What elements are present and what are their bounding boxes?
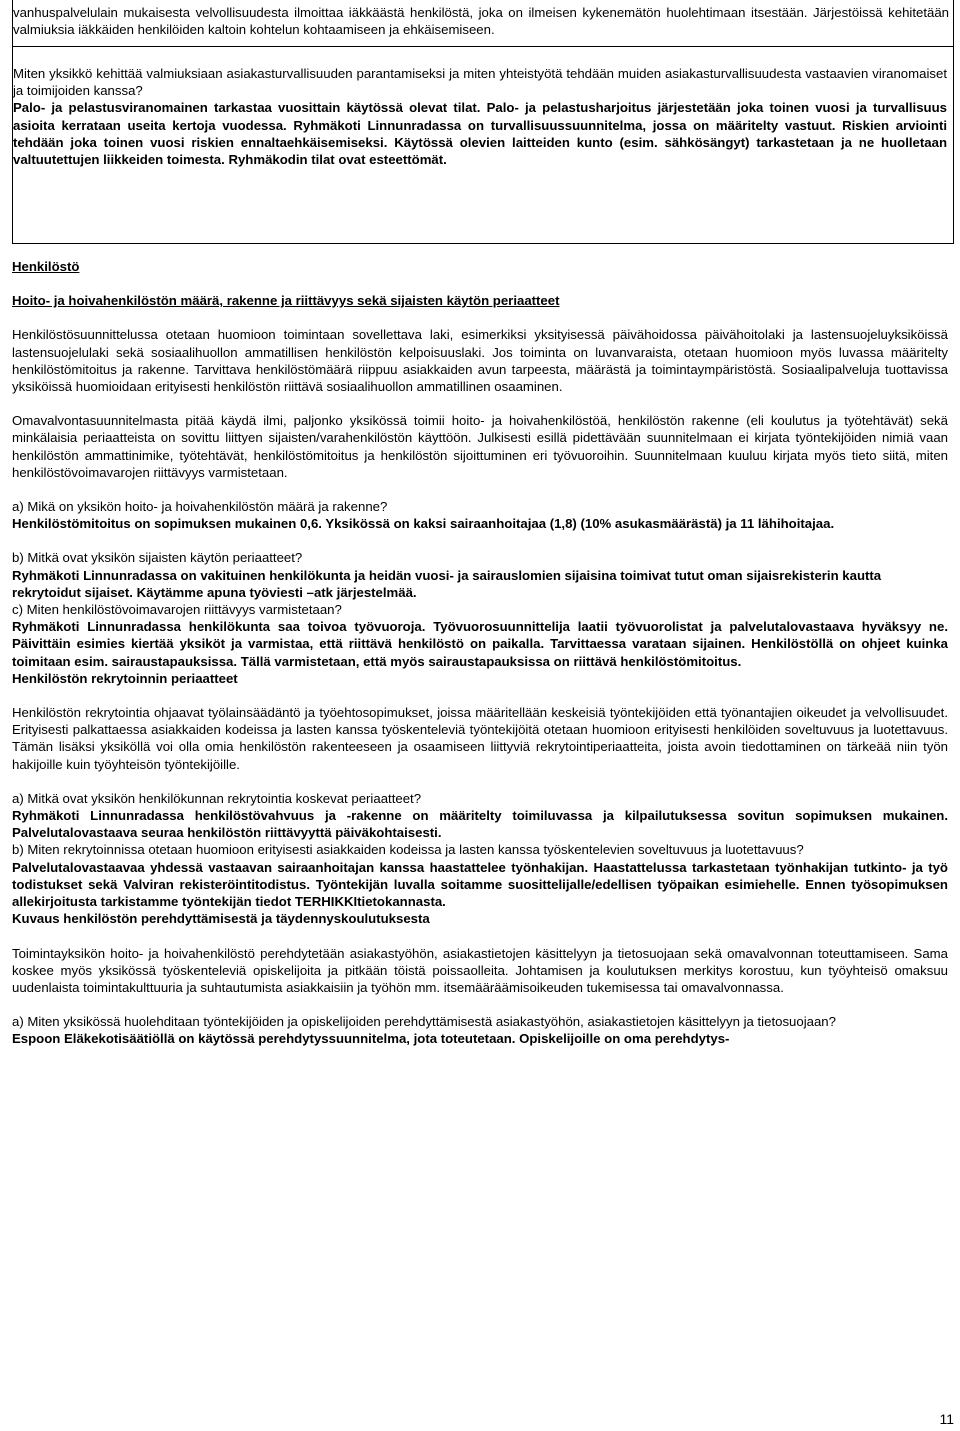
staff-question-a: a) Mikä on yksikön hoito- ja hoivahenkilöstön määrä ja rakenne? (12, 499, 388, 515)
recruit-question-a: a) Mitkä ovat yksikön henkilökunnan rekrytointia koskevat periaatteet? (12, 790, 422, 806)
section-title: Henkilöstö (12, 259, 80, 274)
staff-answer-a: Henkilöstömitoitus on sopimuksen mukainen 0,6. Yksikössä on kaksi sairaanhoitajaa (1,8) (10% asukasmäärästä) ja 11 lähihoitajaa. (12, 516, 835, 532)
recruit-answer-b: Palvelutalovastaavaa yhdessä vastaavan sairaanhoitajan kanssa haastattelee työnhakijan. Haastattelussa tarkastetaan työnhakijan tutkinto- ja työ todistukset sekä Valviran rekisteröintitodistus. Työntekijän luvalla soitamme suosittelijalle/edellisen työpaikan esimiehelle. Ennen työsopimuksen allekirjoitusta tarkistamme työntekijän tiedot TERHIKKItietokannasta. (12, 859, 948, 910)
page-number: 11 (939, 1411, 954, 1427)
safety-question: Miten yksikkö kehittää valmiuksiaan asiakasturvallisuuden parantamiseksi ja miten yhteistyötä tehdään muiden asiakasturvallisuudesta vastaavien viranomaiset ja toimijoiden kanssa? (13, 66, 947, 99)
recruit-paragraph: Henkilöstön rekrytointia ohjaavat työlainsäädäntö ja työehtosopimukset, joissa määritellään keskeisiä työntekijöiden että työnantajien oikeudet ja velvollisuudet. Erityisesti palkattaessa asiakkaiden kodeissa ja lasten kanssa työskenteleviä työntekijöitä otetaan huomioon erityisesti henkilöiden soveltuvuus ja luotettavuus. Tämän lisäksi yksiköllä voi olla omia henkilöstön rakenteeseen ja osaamiseen liittyviä rekrytointiperiaatteita, joista avoin tiedottaminen on tärkeää niin työn hakijoille kuin työyhteisön työntekijöille. (12, 705, 948, 772)
section-subtitle: Hoito- ja hoivahenkilöstön määrä, rakenne ja riittävyys sekä sijaisten käytön periaatteet (12, 293, 560, 309)
recruit-title: Henkilöstön rekrytoinnin periaatteet (12, 670, 238, 686)
staff-question-c: c) Miten henkilöstövoimavarojen riittävyys varmistetaan? (12, 602, 342, 618)
staff-paragraph-2: Omavalvontasuunnitelmasta pitää käydä ilmi, paljonko yksikössä toimii hoito- ja hoivahenkilöstöä, henkilöstön rakenne (eli koulutus ja työtehtävät) sekä minkälaisia periaatteista on sovittu liittyen sijaisten/varahenkilöstön käyttöön. Julkisesti esillä pidettävään suunnitelmaan ei kirjata työntekijöiden nimiä vaan henkilöstön ammattinimike, työtehtävät, henkilöstömitoitus ja henkilöstön sijoittuminen eri työvuoroihin. Suunnitelmaan kuuluu kirjata myös tieto siitä, miten henkilöstövoimavarojen riittävyys varmistetaan. (12, 413, 948, 480)
staff-question-b: b) Mitkä ovat yksikön sijaisten käytön periaatteet? (12, 550, 303, 566)
induction-answer-a: Espoon Eläkekotisäätiöllä on käytössä perehdytyssuunnitelma, jota toteutetaan. Opiskelijoille on oma perehdytys- (12, 1031, 730, 1047)
induction-question-a: a) Miten yksikössä huolehditaan työntekijöiden ja opiskelijoiden perehdyttämisestä asiakastyöhön, asiakastietojen käsittelyyn ja tietosuojaan? (12, 1014, 836, 1030)
induction-paragraph: Toimintayksikön hoito- ja hoivahenkilöstö perehdytetään asiakastyöhön, asiakastietojen käsittelyyn ja tietosuojaan sekä omavalvonnan toteuttamiseen. Sama koskee myös yksikössä työskenteleviä opiskelijoita ja pitkään töistä poissaolleita. Johtamisen ja koulutuksen merkitys korostuu, kun työyhteisö omaksuu uudenlaista toimintakulttuuria ja suhtautumista asiakkaisiin ja työhön mm. itsemääräämisoikeuden tukemisessa tai omavalvonnassa. (12, 945, 948, 995)
main-content (12, 258, 948, 1048)
staff-paragraph-1: Henkilöstösuunnittelussa otetaan huomioon toimintaan sovellettava laki, esimerkiksi yksityisessä päivähoidossa päivähoitolaki ja lastensuojeluyksiköissä lastensuojelulaki sekä sosiaalihuollon ammatillisen henkilöstön kelpoisuuslaki. Jos toiminta on luvanvaraista, otetaan huomioon myös luvassa määritelty henkilöstömitoitus ja rakenne. Tarvittava henkilöstömäärä riippuu asiakkaiden avun tarpeesta, määrästä ja toimintaympäristöstä. Sosiaalipalveluja tuottavissa yksiköissä huomioidaan erityisesti henkilöstön riittävä sosiaalihuollon ammatillinen osaaminen. (12, 327, 948, 395)
previous-section-box (12, 0, 954, 47)
recruit-answer-a: Ryhmäkoti Linnunradassa henkilöstövahvuus ja -rakenne on määritelty toimiluvassa ja kilpailutuksessa sovitun sopimuksen mukainen. Palvelutalovastaava seuraa henkilöstön riittävyyttä päiväkohtaisesti. (12, 808, 948, 841)
safety-answer: Palo- ja pelastusviranomainen tarkastaa vuosittain käytössä olevat tilat. Palo- ja pelastusharjoitus järjestetään joka toinen vuosi ja turvallisuus asioita kerrataan useita kertoja vuodessa. Ryhmäkoti Linnunradassa on turvallisuussuunnitelma, jossa on määritelty vastuut. Riskien arviointi tehdään joka toinen vuosi riskien ennaltaehkäisemiseksi. Käytössä olevien laitteiden kunto (esim. sähkösängyt) tarkastetaan ja ne huolletaan valtuutettujen liikkeiden toimesta. Ryhmäkodin tilat ovat esteettömät. (13, 100, 947, 168)
safety-box (12, 46, 954, 244)
previous-section-text: vanhuspalvelulain mukaisesta velvollisuudesta ilmoittaa iäkkäästä henkilöstä, joka on ilmeisen kykenemätön huolehtimaan itsestään. Järjestöissä kehitetään valmiuksia iäkkäiden henkilöiden kaltoin kohtelun kohtaamiseen ja ehkäisemiseen. (13, 5, 949, 38)
induction-title: Kuvaus henkilöstön perehdyttämisestä ja täydennyskoulutuksesta (12, 911, 430, 927)
staff-answer-b: Ryhmäkoti Linnunradassa on vakituinen henkilökunta ja heidän vuosi- ja sairauslomien sijaisina toimivat tutut oman sijaisrekisterin kautta rekrytoidut sijaiset. Käytämme apuna työviesti –atk järjestelmää. (12, 567, 882, 600)
recruit-question-b: b) Miten rekrytoinnissa otetaan huomioon erityisesti asiakkaiden kodeissa ja lasten kanssa työskentelevien soveltuvuus ja luotettavuus? (12, 842, 804, 858)
staff-answer-c: Ryhmäkoti Linnunradassa henkilökunta saa toivoa työvuoroja. Työvuorosuunnittelija laatii työvuorolistat ja palvelutalovastaava hyväksyy ne. Päivittäin esimies kiertää yksiköt ja varmistaa, että riittävä henkilöstö on paikalla. Tarvittaessa varataan sijainen. Henkilöstöllä on ohjeet kuinka toimitaan esim. sairaustapauksissa. Tällä varmistetaan, että myös sairaustapauksissa on riittävä henkilöstömitoitus. (12, 619, 948, 669)
